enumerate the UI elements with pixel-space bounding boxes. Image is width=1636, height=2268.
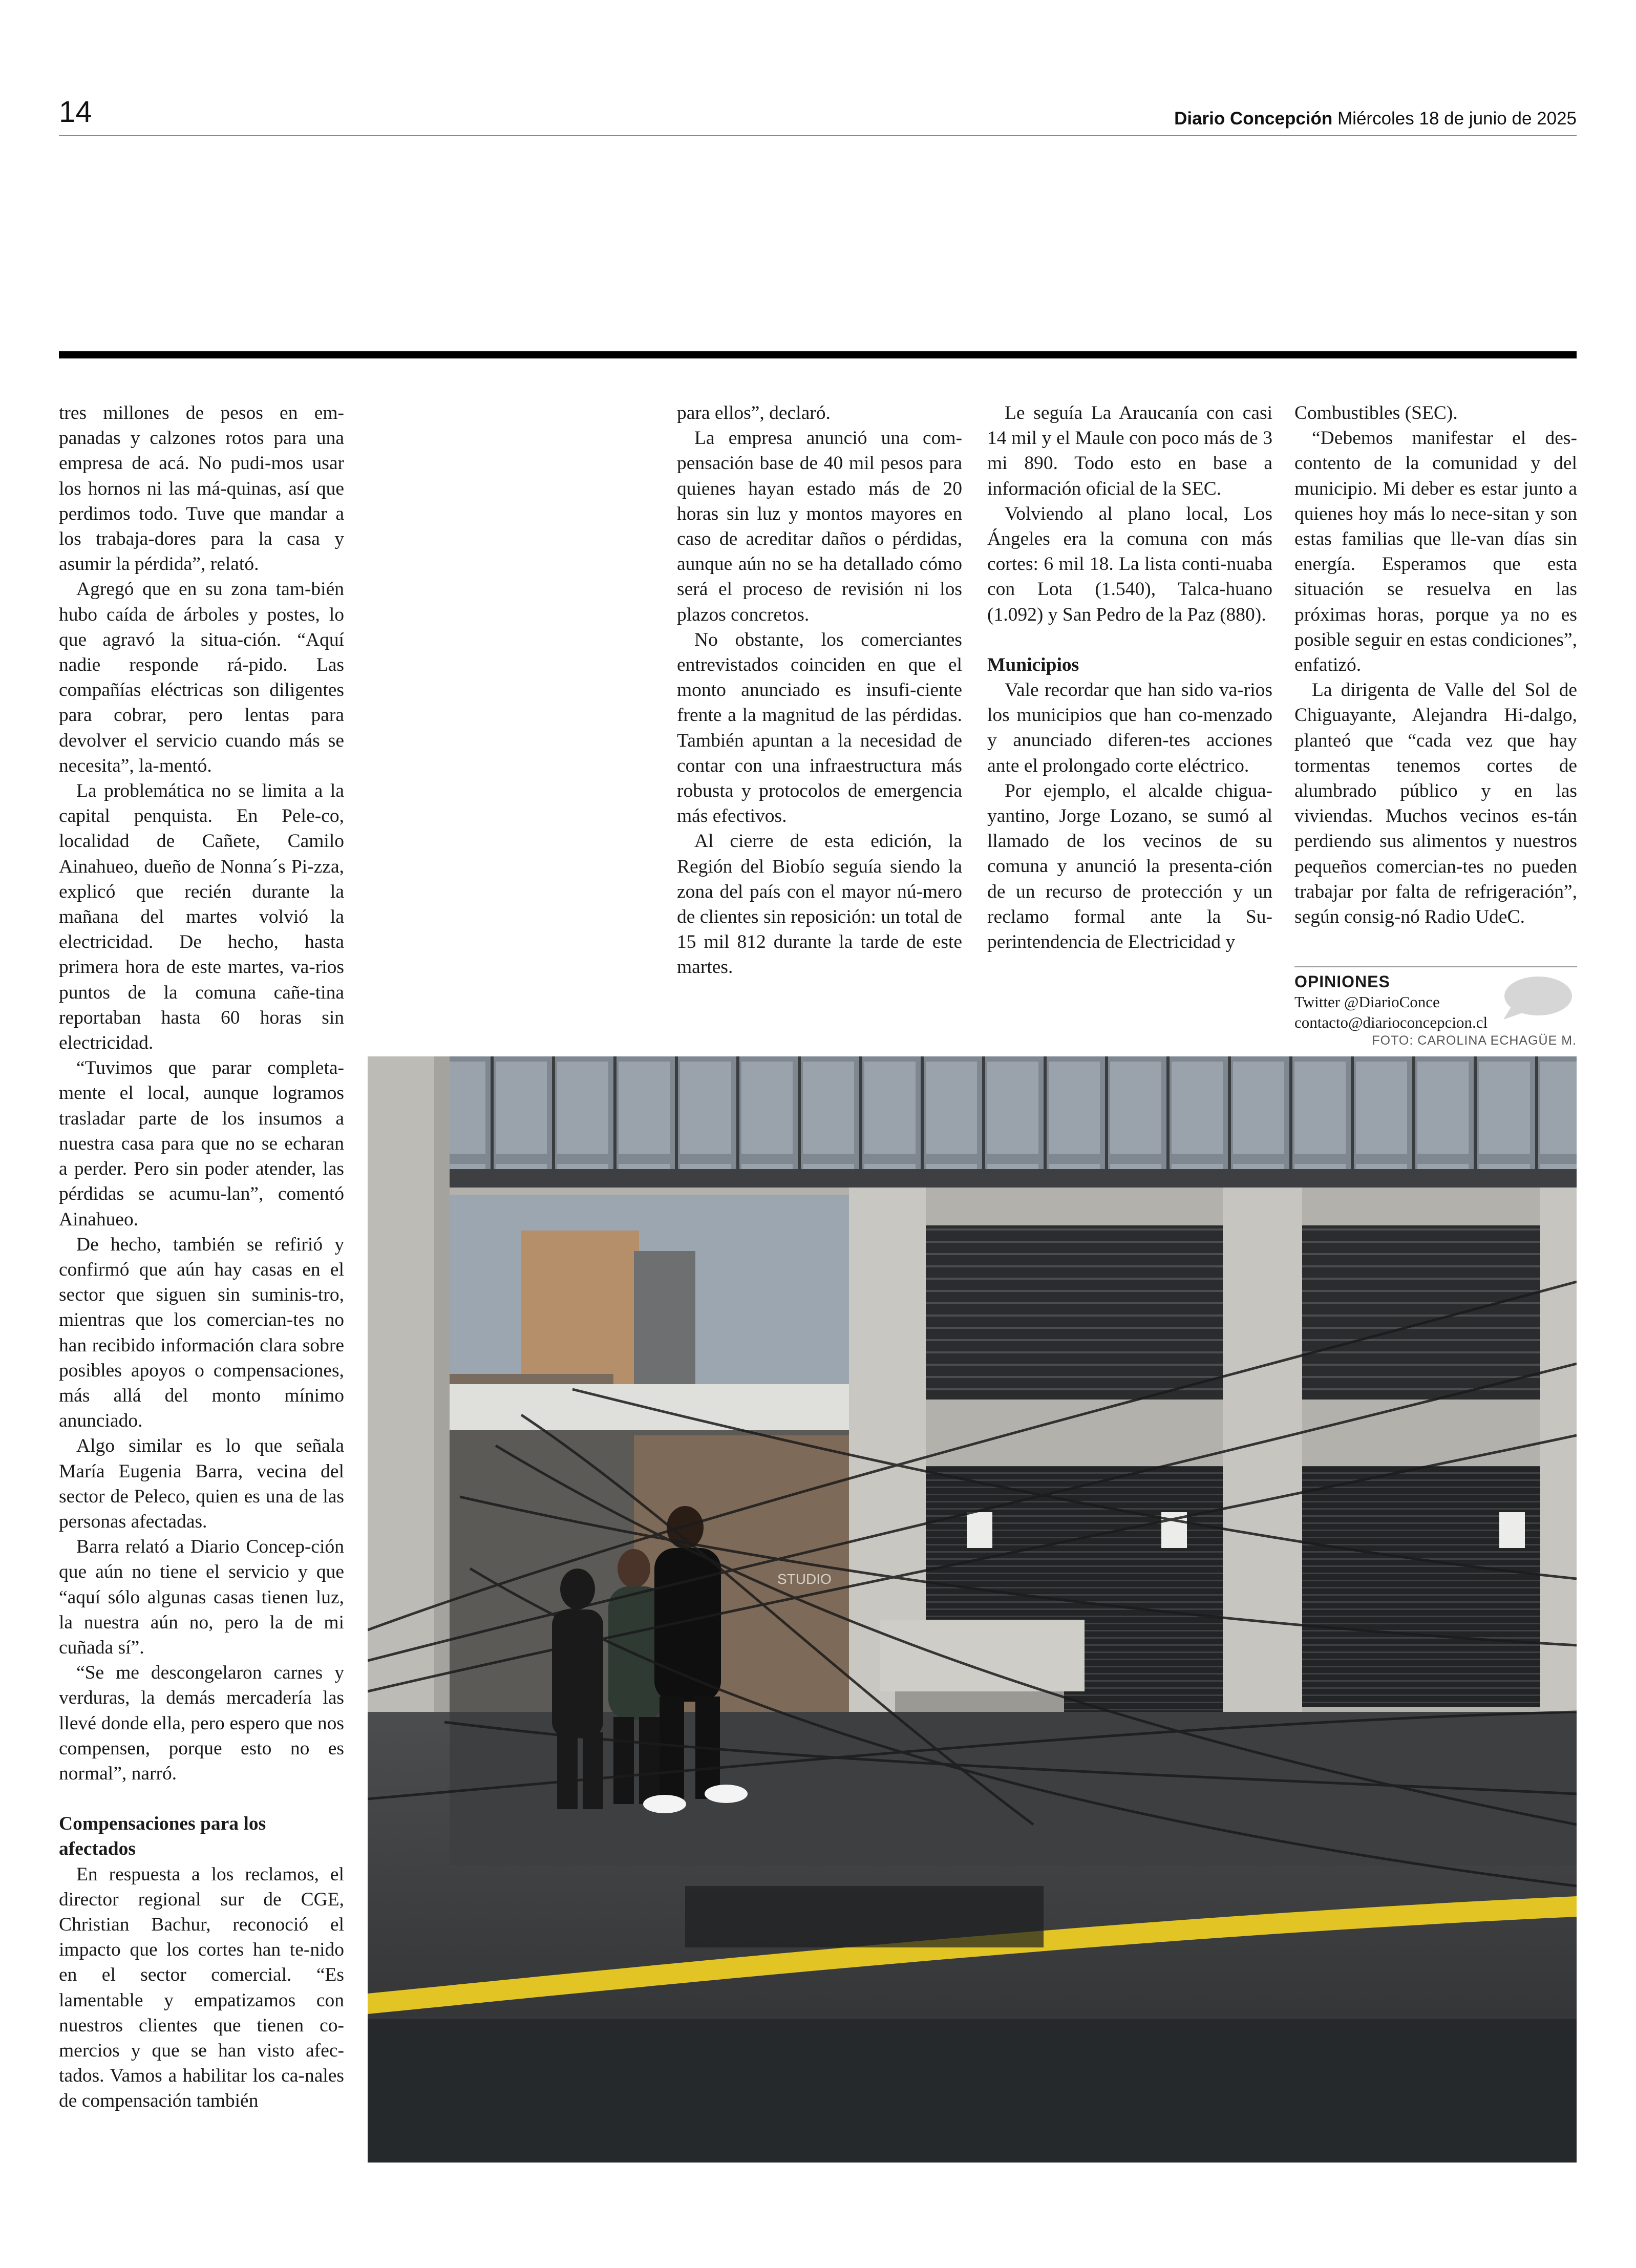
storefront-sign: STUDIO: [777, 1571, 832, 1587]
paragraph: Por ejemplo, el alcalde chigua-yantino, Jorge Lozano, se sumó al llamado de los vecinos de su comuna y anunció la presenta-ción de un recurso de protección y un reclamo formal ante la Su-perintendencia de Electricidad y: [987, 780, 1272, 953]
paragraph: Volviendo al plano local, Los Ángeles era la comuna con más cortes: 6 mil 18. La lista conti-nuaba con Lota (1.540), Talca-huano (1.092) y San Pedro de la Paz (880).: [987, 503, 1272, 625]
twitter-handle[interactable]: Twitter @DiarioConce: [1294, 993, 1440, 1011]
paragraph: En respuesta a los reclamos, el director regional sur de CGE, Christian Bachur, reconoció el impacto que los cortes han te-nido en el sector comercial. “Es lamentable y empatizamos con nuestros clientes que tienen co-mercios y que se han visto afec-tados. Vamos a habilitar los ca-nales de compensación también: [59, 1863, 344, 2112]
article-column-1: [59, 400, 344, 2114]
photo-illustration: [368, 1056, 1577, 2163]
header-rule: [59, 135, 1577, 136]
issue-date: Miércoles 18 de junio de 2025: [1337, 109, 1577, 129]
paragraph: De hecho, también se refirió y confirmó que aún hay casas en el sector que siguen sin suminis-tro, mientras que los comercian-tes no han recibido información clara sobre posibles apoyos o compensaciones, más allá del monto mínimo anunciado.: [59, 1234, 344, 1432]
paragraph: Al cierre de esta edición, la Región del Biobío seguía siendo la zona del país con el mayor nú-mero de clientes sin reposición: un total de 15 mil 812 durante la tarde de este martes.: [677, 831, 962, 978]
paragraph: “Tuvimos que parar completa-mente el local, aunque logramos trasladar parte de los insumos a nuestra casa para que no se echaran a perder. Pero sin poder atender, las pérdidas se acumu-lan”, comentó Ainahueo.: [59, 1057, 344, 1230]
page-number: 14: [59, 95, 92, 129]
photo-credit: FOTO: CAROLINA ECHAGÜE M.: [1372, 1033, 1577, 1048]
contact-email[interactable]: contacto@diarioconcepcion.cl: [1294, 1013, 1488, 1031]
speech-bubble-icon: [1501, 976, 1573, 1021]
subheading-municipios: Municipios: [987, 654, 1079, 675]
paragraph: Barra relató a Diario Concep-ción que aún no tiene el servicio y que “aquí sólo algunas casas tienen luz, la nuestra aún no, pero la de mi cuñada sí”.: [59, 1536, 344, 1658]
article-column-2: [677, 400, 962, 980]
paragraph: Combustibles (SEC).: [1294, 402, 1458, 423]
article-column-3: [987, 400, 1272, 955]
section-rule: [59, 351, 1577, 358]
paragraph: “Debemos manifestar el des-contento de la comunidad y del municipio. Mi deber es estar junto a quienes hoy más lo nece-sitan y son estas familias que lle-van días sin energía. Esperamos que esta situación se resuelva en las próximas horas, porque ya no es posible seguir en estas condiciones”, enfatizó.: [1294, 428, 1577, 676]
paragraph: Vale recordar que han sido va-rios los municipios que han co-menzado y anunciado diferen-tes acciones ante el prolongado corte eléctrico.: [987, 680, 1272, 776]
paragraph: Agregó que en su zona tam-bién hubo caída de árboles y postes, lo que agravó la situa-ción. “Aquí nadie responde rá-pido. Las compañías eléctricas son diligentes para cobrar, pero lentas para devolver el servicio cuando más se necesita”, la-mentó.: [59, 579, 344, 776]
paragraph: Le seguía La Araucanía con casi 14 mil y el Maule con poco más de 3 mi 890. Todo esto en base a información oficial de la SEC.: [987, 402, 1272, 499]
paragraph: No obstante, los comerciantes entrevistados coinciden en que el monto anunciado es insufi-ciente frente a la magnitud de las pérdidas. También apuntan a la necesidad de contar con una infraestructura más robusta y protocolos de emergencia más efectivos.: [677, 629, 962, 827]
paragraph: La empresa anunció una com-pensación base de 40 mil pesos para quienes hayan estado más de 20 horas sin luz y montos mayores en caso de acreditar daños o pérdidas, aunque aún no se ha detallado cómo será el proceso de revisión ni los plazos concretos.: [677, 428, 962, 625]
paragraph: La dirigenta de Valle del Sol de Chiguayante, Alejandra Hi-dalgo, planteó que “cada vez que hay tormentas tenemos cortes de alumbrado público y en las viviendas. Muchos vecinos es-tán perdiendo sus alimentos y nuestros pequeños comercian-tes no pueden trabajar por falta de refrigeración”, según consig-nó Radio UdeC.: [1294, 680, 1577, 928]
paragraph: Algo similar es lo que señala María Eugenia Barra, vecina del sector de Peleco, quien es una de las personas afectadas.: [59, 1435, 344, 1532]
paragraph: para ellos”, declaró.: [677, 402, 831, 423]
paragraph: La problemática no se limita a la capital penquista. En Pele-co, localidad de Cañete, Camilo Ainahueo, dueño de Nonna´s Pi-zza, explicó que recién durante la mañana del martes volvió la electricidad. De hecho, hasta primera hora de este martes, va-rios puntos de la comuna cañe-tina reportaban hasta 60 horas sin electricidad.: [59, 780, 344, 1054]
article-column-4: [1294, 400, 1577, 929]
street-photo: [368, 1056, 1577, 2163]
paragraph: “Se me descongelaron carnes y verduras, la demás mercadería las llevé donde ella, pero espero que nos compensen, porque esto no es normal”, narró.: [59, 1662, 344, 1784]
masthead: [1174, 110, 1577, 128]
opiniones-title: OPINIONES: [1294, 972, 1390, 991]
opiniones-rule: [1294, 966, 1577, 967]
subheading-compensaciones: Compensaciones para los afectados: [59, 1813, 266, 1860]
newspaper-name: Diario Concepción: [1174, 109, 1333, 129]
paragraph: tres millones de pesos en em- panadas y calzones rotos para una empresa de acá. No pudi-mos usar los hornos ni las má-quinas, así que perdimos todo. Tuve que mandar a los trabaja-dores para la casa y asumir la pérdida”, relató.: [59, 402, 344, 575]
